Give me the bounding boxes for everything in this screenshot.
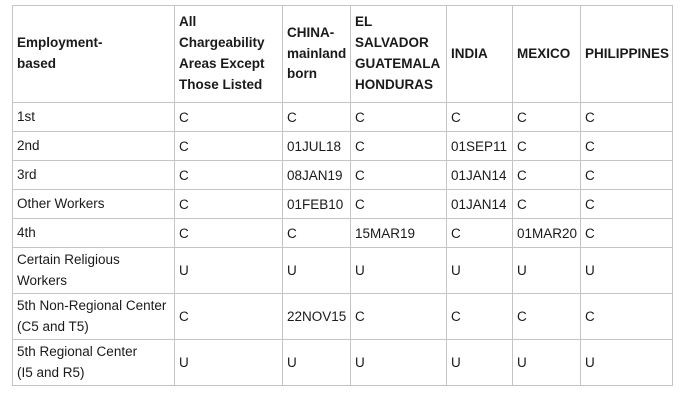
row-category: 5th Regional Center (I5 and R5) <box>13 339 175 385</box>
table-cell: C <box>581 190 673 219</box>
table-cell: 01JAN14 <box>447 190 513 219</box>
table-cell: U <box>175 339 283 385</box>
table-cell: C <box>283 219 351 248</box>
row-category: 5th Non-Regional Center (C5 and T5) <box>13 293 175 339</box>
table-cell: 08JAN19 <box>283 161 351 190</box>
row-category: 2nd <box>13 132 175 161</box>
table-cell: C <box>581 219 673 248</box>
header-row <box>13 6 673 103</box>
table-cell: U <box>351 339 447 385</box>
header-mexico: MEXICO <box>513 6 581 103</box>
table-cell: U <box>447 339 513 385</box>
table-row <box>13 132 673 161</box>
row-category: 3rd <box>13 161 175 190</box>
table-cell: U <box>447 248 513 294</box>
table-cell: U <box>351 248 447 294</box>
table-cell: U <box>581 248 673 294</box>
table-cell: C <box>447 293 513 339</box>
table-row <box>13 248 673 294</box>
table-cell: C <box>581 293 673 339</box>
table-cell: 01JUL18 <box>283 132 351 161</box>
table-cell: C <box>175 293 283 339</box>
table-cell: C <box>351 190 447 219</box>
row-category: 4th <box>13 219 175 248</box>
table-cell: C <box>447 219 513 248</box>
header-india: INDIA <box>447 6 513 103</box>
table-row <box>13 219 673 248</box>
table-cell: 01FEB10 <box>283 190 351 219</box>
visa-bulletin-table <box>12 5 673 386</box>
header-employment-based: Employment- based <box>13 6 175 103</box>
table-cell: C <box>351 293 447 339</box>
table-cell: C <box>175 190 283 219</box>
table-cell: U <box>175 248 283 294</box>
table-cell: 01MAR20 <box>513 219 581 248</box>
table-cell: C <box>581 132 673 161</box>
table-cell: C <box>175 132 283 161</box>
table-cell: C <box>283 103 351 132</box>
header-el-salvador-guatemala-honduras: EL SALVADOR GUATEMALA HONDURAS <box>351 6 447 103</box>
table-row <box>13 293 673 339</box>
table-cell: U <box>283 339 351 385</box>
table-cell: C <box>351 132 447 161</box>
table-cell: C <box>175 103 283 132</box>
table-cell: U <box>581 339 673 385</box>
table-cell: 15MAR19 <box>351 219 447 248</box>
table-cell: C <box>351 103 447 132</box>
row-category: 1st <box>13 103 175 132</box>
header-all-chargeability: All Chargeability Areas Except Those Listed <box>175 6 283 103</box>
header-philippines: PHILIPPINES <box>581 6 673 103</box>
row-category: Other Workers <box>13 190 175 219</box>
table-cell: 22NOV15 <box>283 293 351 339</box>
table-cell: C <box>513 190 581 219</box>
table-row <box>13 339 673 385</box>
table-row <box>13 103 673 132</box>
row-category: Certain Religious Workers <box>13 248 175 294</box>
table-cell: U <box>513 339 581 385</box>
table-cell: C <box>581 103 673 132</box>
table-cell: U <box>283 248 351 294</box>
table-cell: C <box>513 161 581 190</box>
table-cell: C <box>351 161 447 190</box>
table-cell: C <box>581 161 673 190</box>
table-cell: 01SEP11 <box>447 132 513 161</box>
table-row <box>13 190 673 219</box>
table-cell: C <box>447 103 513 132</box>
table-cell: C <box>513 132 581 161</box>
table-cell: C <box>175 161 283 190</box>
table-cell: C <box>513 103 581 132</box>
table-cell: U <box>513 248 581 294</box>
header-china: CHINA- mainland born <box>283 6 351 103</box>
table-row <box>13 161 673 190</box>
table-cell: C <box>513 293 581 339</box>
table-cell: C <box>175 219 283 248</box>
table-cell: 01JAN14 <box>447 161 513 190</box>
